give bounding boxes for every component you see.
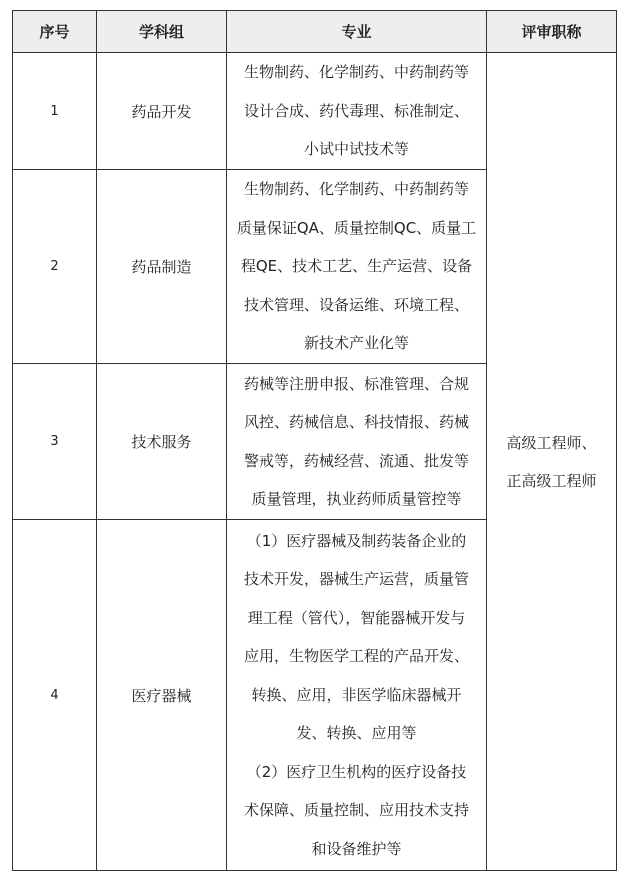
major-line: 应用，生物医学工程的产品开发、 [243, 647, 469, 666]
review-title-cell [487, 53, 617, 871]
major-line: 生物制药、化学制药、中药制药等 [243, 63, 469, 82]
row-major [227, 364, 487, 520]
major-line: 技术开发，器械生产运营，质量管 [243, 570, 469, 589]
row-num: 2 [13, 170, 97, 364]
row-num: 3 [13, 364, 97, 520]
header-title: 评审职称 [487, 11, 617, 53]
major-line: （2）医疗卫生机构的医疗设备技 [246, 762, 467, 781]
row-major [227, 53, 487, 170]
major-line: 转换、应用，非医学临床器械开 [251, 685, 462, 704]
row-group: 技术服务 [97, 364, 227, 520]
row-major [227, 520, 487, 871]
review-title-line: 正高级工程师 [506, 471, 597, 490]
row-group: 药品开发 [97, 53, 227, 170]
row-group: 医疗器械 [97, 520, 227, 871]
major-line: 发、转换、应用等 [296, 724, 417, 743]
header-group: 学科组 [97, 11, 227, 53]
major-line: 设计合成、药代毒理、标准制定、 [243, 101, 469, 120]
major-line: （1）医疗器械及制药装备企业的 [246, 531, 467, 550]
header-major: 专业 [227, 11, 487, 53]
row-num: 4 [13, 520, 97, 871]
major-line: 药械等注册申报、标准管理、合规 [243, 374, 469, 393]
major-line: 质量管理，执业药师质量管控等 [251, 490, 462, 508]
row-num: 1 [13, 53, 97, 170]
header-num: 序号 [13, 11, 97, 53]
review-title-line: 高级工程师、 [506, 433, 597, 452]
row-group: 药品制造 [97, 170, 227, 364]
major-line: 术保障、质量控制、应用技术支持 [243, 801, 469, 820]
major-line: 理工程（管代），智能器械开发与 [247, 608, 466, 627]
header-row [13, 11, 617, 53]
major-line: 和设备维护等 [311, 839, 402, 858]
specialty-table [12, 10, 617, 871]
major-line: 新技术产业化等 [303, 334, 409, 353]
major-line: 警戒等，药械经营、流通、批发等 [243, 451, 469, 470]
major-line: 技术管理、设备运维、环境工程、 [243, 295, 469, 314]
major-line: 小试中试技术等 [303, 140, 409, 159]
row-major [227, 170, 487, 364]
major-line: 风控、药械信息、科技情报、药械 [243, 413, 469, 431]
major-line: 程QE、技术工艺、生产运营、设备 [240, 257, 473, 276]
table-row [13, 53, 617, 170]
major-line: 质量保证QA、质量控制QC、质量工 [236, 218, 477, 237]
major-line: 生物制药、化学制药、中药制药等 [243, 180, 469, 199]
